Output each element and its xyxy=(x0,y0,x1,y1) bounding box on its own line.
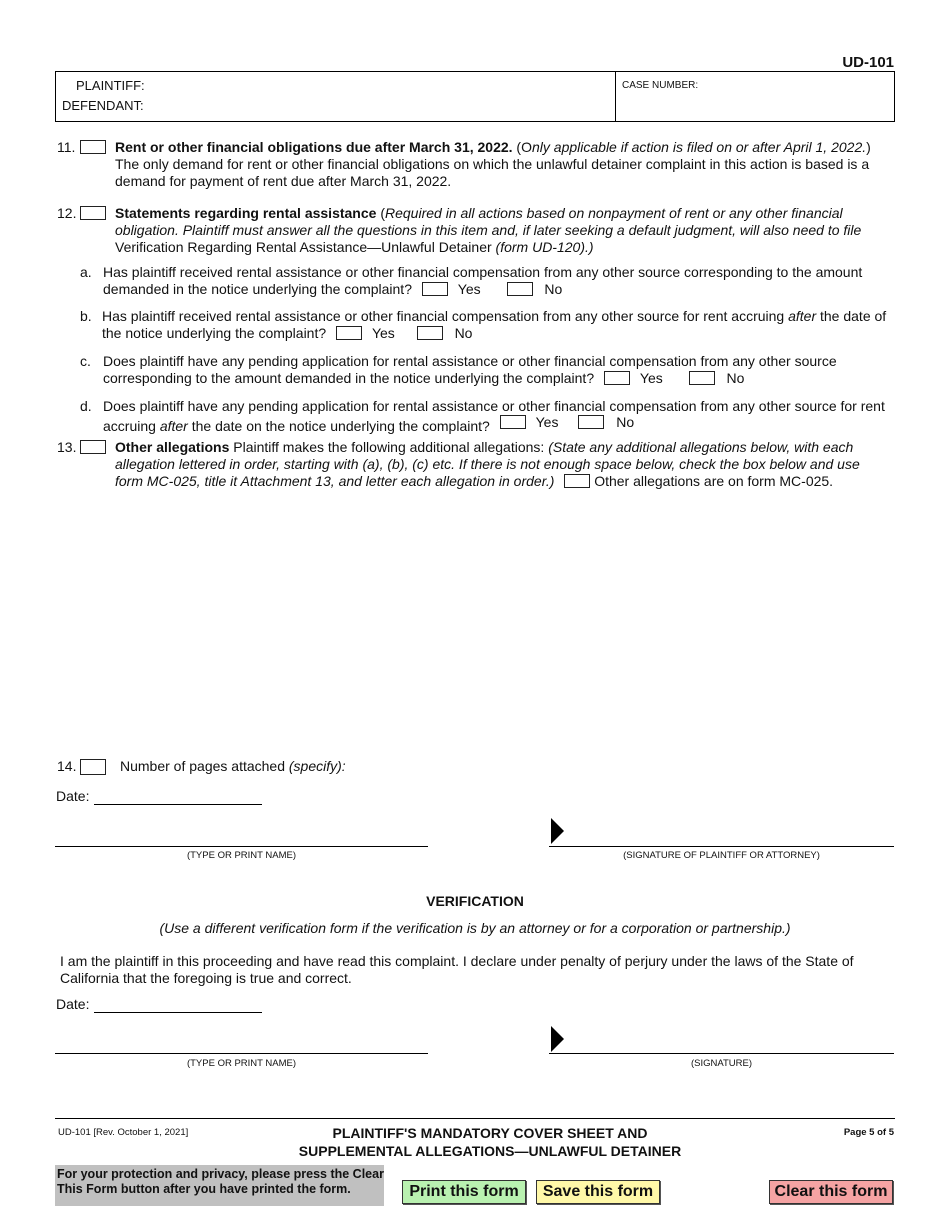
page-number: Page 5 of 5 xyxy=(843,1127,894,1138)
footer-title-line2: SUPPLEMENTAL ALLEGATIONS—UNLAWFUL DETAINER xyxy=(298,1143,682,1159)
q-b-question: the notice underlying the complaint? xyxy=(102,325,327,341)
item12-text: Statements regarding rental assistance (Required in all actions based on nonpayment of rent or any other financial obligation. Plaintiff must answer all the questions in this item and, if later seeking a default judgment, will also need to file Verification Regarding Rental Assistance—Unlawful Detainer (form UD-120).) xyxy=(115,205,862,255)
date-field-1[interactable] xyxy=(94,788,262,805)
q-b-text xyxy=(102,308,902,342)
save-form-button[interactable]: Save this form xyxy=(536,1180,660,1204)
q-b-no-label: No xyxy=(454,325,473,341)
form-number: UD-101 xyxy=(842,54,894,71)
q-c-text xyxy=(103,353,893,387)
verification-line2: California that the foregoing is true and correct. xyxy=(60,970,352,986)
clear-form-button[interactable]: Clear this form xyxy=(769,1180,893,1204)
item11-title: Rent or other financial obligations due after March 31, 2022. xyxy=(115,139,513,155)
defendant-label: DEFENDANT: xyxy=(62,98,144,113)
item11-paren-close: ) xyxy=(866,139,871,155)
q-c-no-label: No xyxy=(726,370,745,386)
mc025-checkbox[interactable] xyxy=(564,474,590,488)
q-d-question: the date on the notice underlying the complaint? xyxy=(191,418,490,434)
signature-field-2[interactable] xyxy=(549,1027,894,1054)
footer-title-line1: PLAINTIFF'S MANDATORY COVER SHEET AND xyxy=(332,1125,648,1141)
item12-note: Required in all actions based on nonpayment of rent or any other financial obligation. Plaintiff must answer all the questions in this item and, if later seeking a default judgment, will also need to file xyxy=(115,205,862,238)
item11-paren-open: (O xyxy=(512,139,532,155)
q-d-yes-label: Yes xyxy=(535,414,559,430)
type-print-name-field-1[interactable] xyxy=(55,820,428,847)
print-form-button[interactable]: Print this form xyxy=(402,1180,526,1204)
privacy-line2: This Form button after you have printed the form. xyxy=(57,1182,351,1196)
q-c-no-checkbox[interactable] xyxy=(689,371,715,385)
mc025-label: Other allegations are on form MC-025. xyxy=(594,473,834,489)
q-a-text xyxy=(103,264,893,298)
date-label-2: Date: xyxy=(56,996,90,1012)
type-print-name-field-2[interactable] xyxy=(55,1027,428,1054)
signature-field-1[interactable] xyxy=(549,820,894,847)
item11-note: nly applicable if action is filed on or after April 1, 2022. xyxy=(532,139,867,155)
item14-text xyxy=(120,758,346,775)
item14-checkbox[interactable] xyxy=(80,759,106,775)
item13-checkbox[interactable] xyxy=(80,440,106,454)
signature-caption-2: (SIGNATURE) xyxy=(690,1058,753,1069)
q-c-question: corresponding to the amount demanded in the notice underlying the complaint? xyxy=(103,370,595,386)
q-a-no-label: No xyxy=(544,281,563,297)
privacy-line1: For your protection and privacy, please press the Clear xyxy=(57,1167,384,1181)
item11-checkbox[interactable] xyxy=(80,140,106,154)
q-a-line1: Has plaintiff received rental assistance or other financial compensation from any other source corresponding to the amount xyxy=(103,264,863,280)
q-a-line2 xyxy=(103,281,893,298)
item12-note-form: (form UD-120).) xyxy=(495,239,594,255)
item13-lead: Plaintiff makes the following additional allegations: xyxy=(229,439,549,455)
q-d-line2a: accruing xyxy=(103,418,156,434)
q-a-yes-label: Yes xyxy=(457,281,481,297)
item11-text xyxy=(115,139,875,190)
item13-number: 13. xyxy=(57,439,77,455)
q-b-letter: b. xyxy=(80,308,92,324)
q-b-line1c: the date of xyxy=(820,308,887,324)
plaintiff-label: PLAINTIFF: xyxy=(76,78,145,93)
q-d-line2 xyxy=(103,414,903,435)
q-b-no-checkbox[interactable] xyxy=(417,326,443,340)
verification-statement xyxy=(60,953,890,987)
item13-text xyxy=(115,439,875,490)
q-d-line1: Does plaintiff have any pending application for rental assistance or other financial compensation from any other source for rent xyxy=(103,398,885,414)
date-label-1: Date: xyxy=(56,788,90,804)
item13-note: (State any additional allegations below, with each allegation lettered in order, starting with (a), (b), (c) etc. If there is not enough space below, check the box below and use form MC-025, title it Attachment 13, and letter each allegation in order.) xyxy=(115,439,860,489)
q-b-line1a: Has plaintiff received rental assistance or other financial compensation from any other source for rent accruing xyxy=(102,308,785,324)
q-d-after: after xyxy=(159,418,188,434)
q-b-yes-checkbox[interactable] xyxy=(336,326,362,340)
privacy-notice xyxy=(55,1165,384,1206)
q-c-yes-checkbox[interactable] xyxy=(604,371,630,385)
q-a-no-checkbox[interactable] xyxy=(507,282,533,296)
q-d-no-label: No xyxy=(616,414,635,430)
allegations-text-area[interactable] xyxy=(115,495,875,740)
item14-number: 14. xyxy=(57,758,77,774)
item12-number: 12. xyxy=(57,205,77,221)
verification-note: (Use a different verification form if the verification is by an attorney or for a corporation or partnership.) xyxy=(159,920,791,936)
q-a-question: demanded in the notice underlying the complaint? xyxy=(103,281,412,297)
item12-checkbox[interactable] xyxy=(80,206,106,220)
q-d-yes-checkbox[interactable] xyxy=(500,415,526,429)
q-d-text xyxy=(103,398,903,435)
case-caption xyxy=(55,71,895,122)
q-c-line2 xyxy=(103,370,893,387)
q-d-no-checkbox[interactable] xyxy=(578,415,604,429)
item11-body: The only demand for rent or other financial obligations on which the unlawful detainer complaint in this action is based is a demand for payment of rent due after March 31, 2022. xyxy=(115,156,870,189)
item14-specify: (specify): xyxy=(288,758,346,774)
q-c-letter: c. xyxy=(80,353,91,369)
q-a-letter: a. xyxy=(80,264,92,280)
revision-label: UD-101 [Rev. October 1, 2021] xyxy=(58,1127,189,1138)
q-c-line1: Does plaintiff have any pending application for rental assistance or other financial compensation from any other source xyxy=(103,353,837,369)
q-b-line1 xyxy=(102,308,902,325)
footer-divider xyxy=(55,1118,895,1119)
footer-title xyxy=(240,1124,740,1160)
item14-label: Number of pages attached xyxy=(120,758,285,774)
type-print-name-caption-1: (TYPE OR PRINT NAME) xyxy=(186,850,297,861)
signature-caption-1: (SIGNATURE OF PLAINTIFF OR ATTORNEY) xyxy=(623,850,820,861)
q-d-letter: d. xyxy=(80,398,92,414)
item12-note-form-title: Verification Regarding Rental Assistance—Unlawful Detainer xyxy=(115,239,492,255)
verification-title: VERIFICATION xyxy=(426,893,524,909)
q-b-line2 xyxy=(102,325,902,342)
verification-line1: I am the plaintiff in this proceeding and have read this complaint. I declare under penalty of perjury under the laws of the State of xyxy=(60,953,854,969)
item13-title: Other allegations xyxy=(115,439,230,455)
item12-title: Statements regarding rental assistance xyxy=(115,205,377,221)
q-b-yes-label: Yes xyxy=(371,325,395,341)
type-print-name-caption-2: (TYPE OR PRINT NAME) xyxy=(186,1058,297,1069)
q-a-yes-checkbox[interactable] xyxy=(422,282,448,296)
q-b-after: after xyxy=(788,308,817,324)
q-c-yes-label: Yes xyxy=(639,370,663,386)
caption-divider xyxy=(615,72,616,121)
item11-number: 11. xyxy=(57,139,76,155)
pages-attached-field[interactable] xyxy=(355,755,875,777)
date-field-2[interactable] xyxy=(94,996,262,1013)
case-number-label: CASE NUMBER: xyxy=(622,80,699,91)
